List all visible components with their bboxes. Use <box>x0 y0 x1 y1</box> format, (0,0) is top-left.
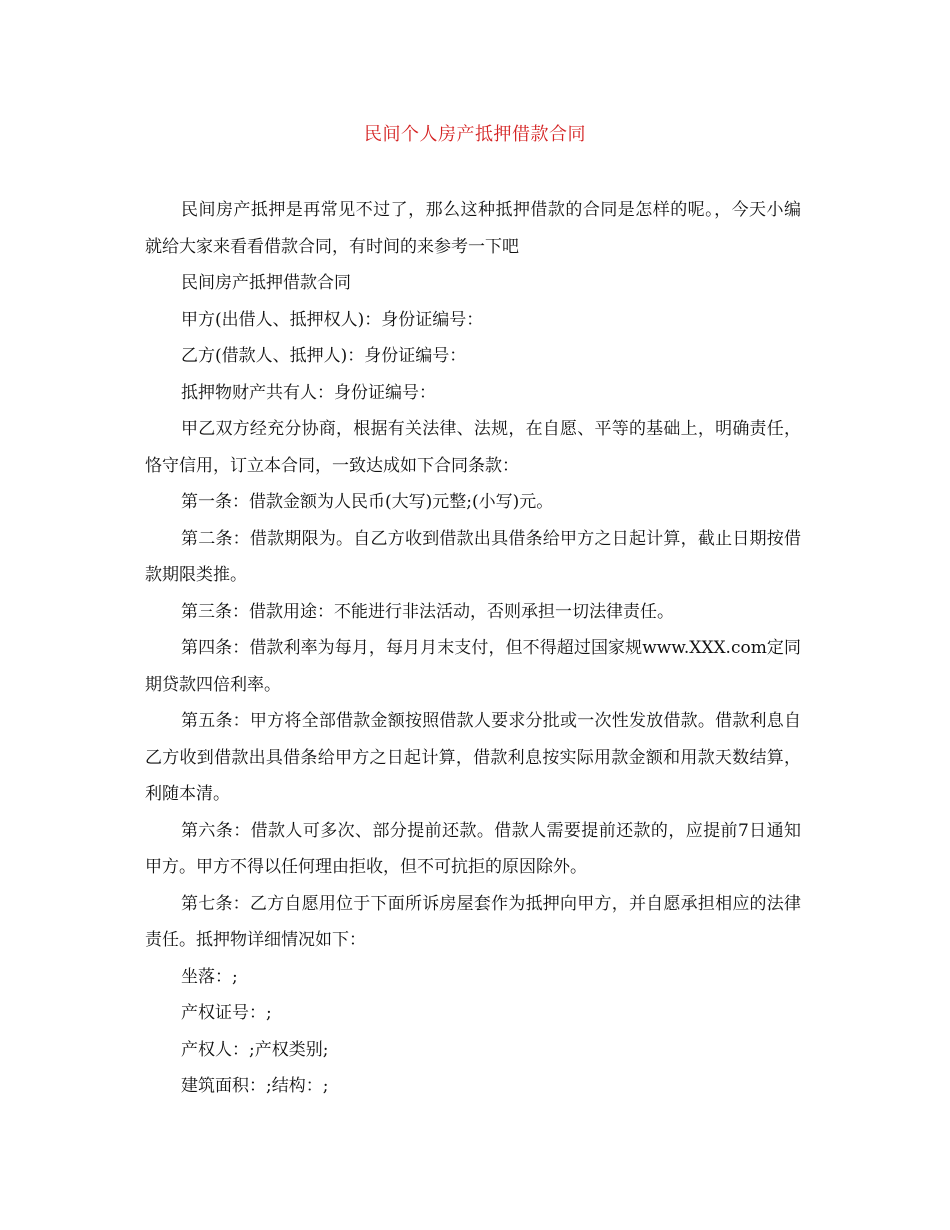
paragraph-preamble: 甲乙双方经充分协商，根据有关法律、法规，在自愿、平等的基础上，明确责任，恪守信用，订立本合同，一致达成如下合同条款： <box>145 419 801 476</box>
field-location: 坐落：; <box>181 966 238 987</box>
document-title: 民间个人房产抵押借款合同 <box>364 124 586 145</box>
paragraph-contract-heading: 民间房产抵押借款合同 <box>181 273 351 293</box>
field-owner-and-type: 产权人：;产权类别; <box>181 1039 329 1060</box>
paragraph-article-4: 第四条：借款利率为每月，每月月末支付，但不得超过国家规www.XXX.com定同期贷款四倍利率。 <box>145 638 801 695</box>
paragraph-party-b: 乙方(借款人、抵押人)：身份证编号： <box>181 346 467 366</box>
paragraph-article-5: 第五条：甲方将全部借款金额按照借款人要求分批或一次性发放借款。借款利息自乙方收到借款出具借条给甲方之日起计算，借款利息按实际用款金额和用款天数结算，利随本清。 <box>145 711 801 804</box>
paragraph-article-6: 第六条：借款人可多次、部分提前还款。借款人需要提前还款的，应提前7日通知甲方。甲方不得以任何理由拒收，但不可抗拒的原因除外。 <box>145 820 801 877</box>
paragraph-co-owner: 抵押物财产共有人：身份证编号： <box>181 382 436 403</box>
paragraph-article-1: 第一条：借款金额为人民币(大写)元整;(小写)元。 <box>181 492 554 512</box>
document-body <box>145 192 801 1105</box>
paragraph-intro: 民间房产抵押是再常见不过了，那么这种抵押借款的合同是怎样的呢。，今天小编就给大家来看看借款合同，有时间的来参考一下吧 <box>145 200 801 257</box>
paragraph-party-a: 甲方(出借人、抵押权人)：身份证编号： <box>181 309 484 330</box>
paragraph-article-2: 第二条：借款期限为。自乙方收到借款出具借条给甲方之日起计算，截止日期按借款期限类推。 <box>145 528 801 585</box>
paragraph-article-3: 第三条：借款用途：不能进行非法活动，否则承担一切法律责任。 <box>181 601 674 622</box>
field-certificate-number: 产权证号：; <box>181 1003 272 1023</box>
paragraph-article-7: 第七条：乙方自愿用位于下面所诉房屋套作为抵押向甲方，并自愿承担相应的法律责任。抵押物详细情况如下： <box>145 893 801 950</box>
field-area-and-structure: 建筑面积：;结构：; <box>181 1076 329 1096</box>
